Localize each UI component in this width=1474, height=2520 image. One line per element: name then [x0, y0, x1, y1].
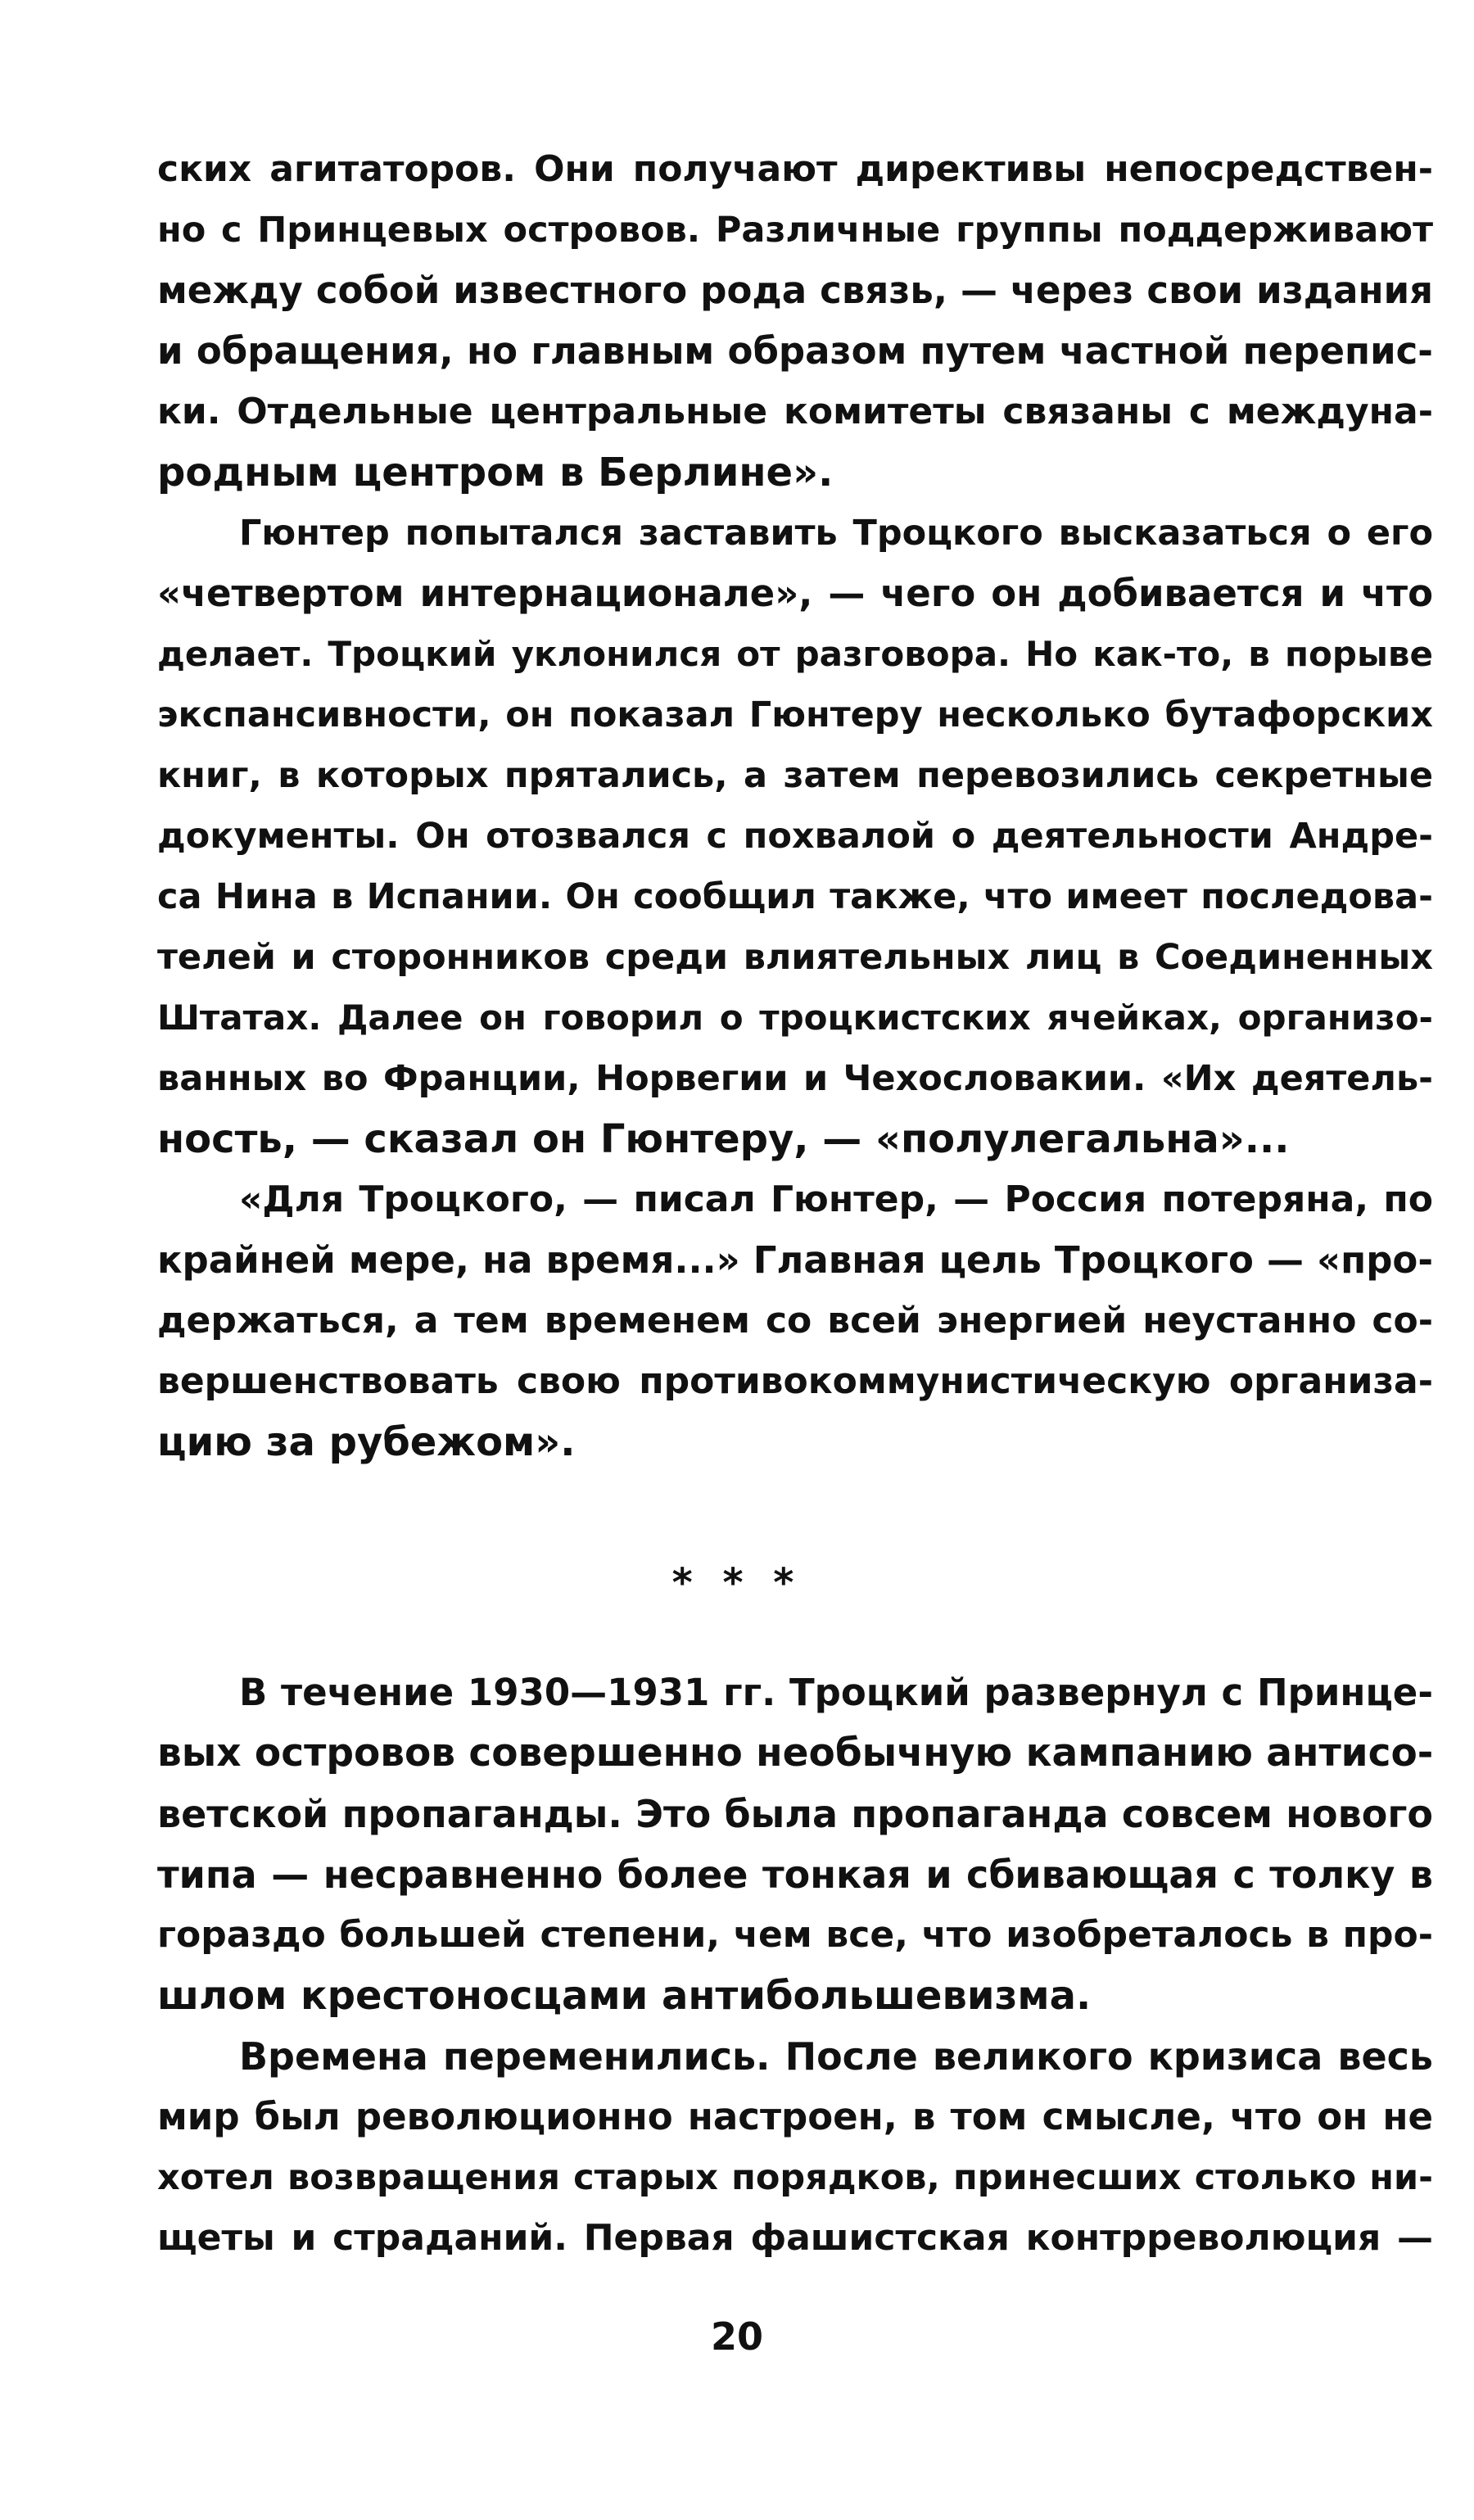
text-line: щеты и страданий. Первая фашистская контрреволюция —	[157, 2217, 1433, 2259]
text-line: вершенствовать свою противокоммунистическую организа-	[157, 1360, 1433, 1402]
text-line: крайней мере, на время...» Главная цель Троцкого — «про-	[157, 1238, 1433, 1282]
text-line: цию за рубежом».	[157, 1419, 576, 1465]
text-line: В течение 1930—1931 гг. Троцкий развернул с Принце-	[239, 1671, 1433, 1714]
text-line: экспансивности, он показал Гюнтеру несколько бутафорских	[157, 694, 1433, 735]
text-block-lower	[157, 1663, 1433, 2269]
text-line: ванных во Франции, Норвегии и Чехословакии. «Их деятель-	[157, 1058, 1433, 1099]
text-line: «четвертом интернационале», — чего он добивается и что	[157, 572, 1433, 615]
text-line: Штатах. Далее он говорил о троцкистских ячейках, организо-	[157, 998, 1433, 1038]
text-line: хотел возвращения старых порядков, принесших столько ни-	[157, 2157, 1433, 2198]
text-line: гораздо большей степени, чем все, что изобреталось в про-	[157, 1914, 1433, 1956]
text-line: Времена переменились. После великого кризиса весь	[239, 2034, 1433, 2079]
section-separator: * * *	[671, 1560, 803, 1606]
text-line: са Нина в Испании. Он сообщил также, что имеет последова-	[157, 876, 1433, 917]
text-line: ки. Отдельные центральные комитеты связаны с междуна-	[157, 391, 1433, 432]
text-line: мир был революционно настроен, в том смысле, что он не	[157, 2095, 1433, 2138]
text-line: но с Принцевых островов. Различные группы поддерживают	[157, 210, 1433, 251]
text-line: вых островов совершенно необычную кампанию антисо-	[157, 1731, 1433, 1776]
text-line: ветской пропаганды. Это была пропаганда совсем нового	[157, 1792, 1433, 1836]
page-number: 20	[710, 2314, 763, 2359]
text-line: книг, в которых прятались, а затем перевозились секретные	[157, 755, 1433, 796]
text-line: и обращения, но главным образом путем частной перепис-	[157, 329, 1433, 373]
text-line: ность, — сказал он Гюнтеру, — «полулегальна»...	[157, 1116, 1290, 1162]
text-line: между собой известного рода связь, — через свои издания	[157, 269, 1433, 312]
text-line: документы. Он отозвался с похвалой о деятельности Андре-	[157, 816, 1433, 857]
text-line: «Для Троцкого, — писал Гюнтер, — Россия потеряна, по	[239, 1179, 1433, 1220]
text-line: телей и сторонников среди влиятельных лиц в Соединенных	[157, 937, 1433, 978]
text-line: держаться, а тем временем со всей энергией неустанно со-	[157, 1300, 1433, 1341]
text-line: Гюнтер попытался заставить Троцкого высказаться о его	[239, 513, 1433, 554]
text-line: типа — несравненно более тонкая и сбивающая с толку в	[157, 1853, 1433, 1897]
text-line: родным центром в Берлине».	[157, 450, 834, 495]
text-line: ских агитаторов. Они получают директивы непосредствен-	[157, 148, 1433, 190]
text-line: делает. Троцкий уклонился от разговора. Но как-то, в порыве	[157, 634, 1433, 674]
text-line: шлом крестоносцами антибольшевизма.	[157, 1973, 1092, 2019]
text-block-upper	[157, 139, 1433, 1473]
